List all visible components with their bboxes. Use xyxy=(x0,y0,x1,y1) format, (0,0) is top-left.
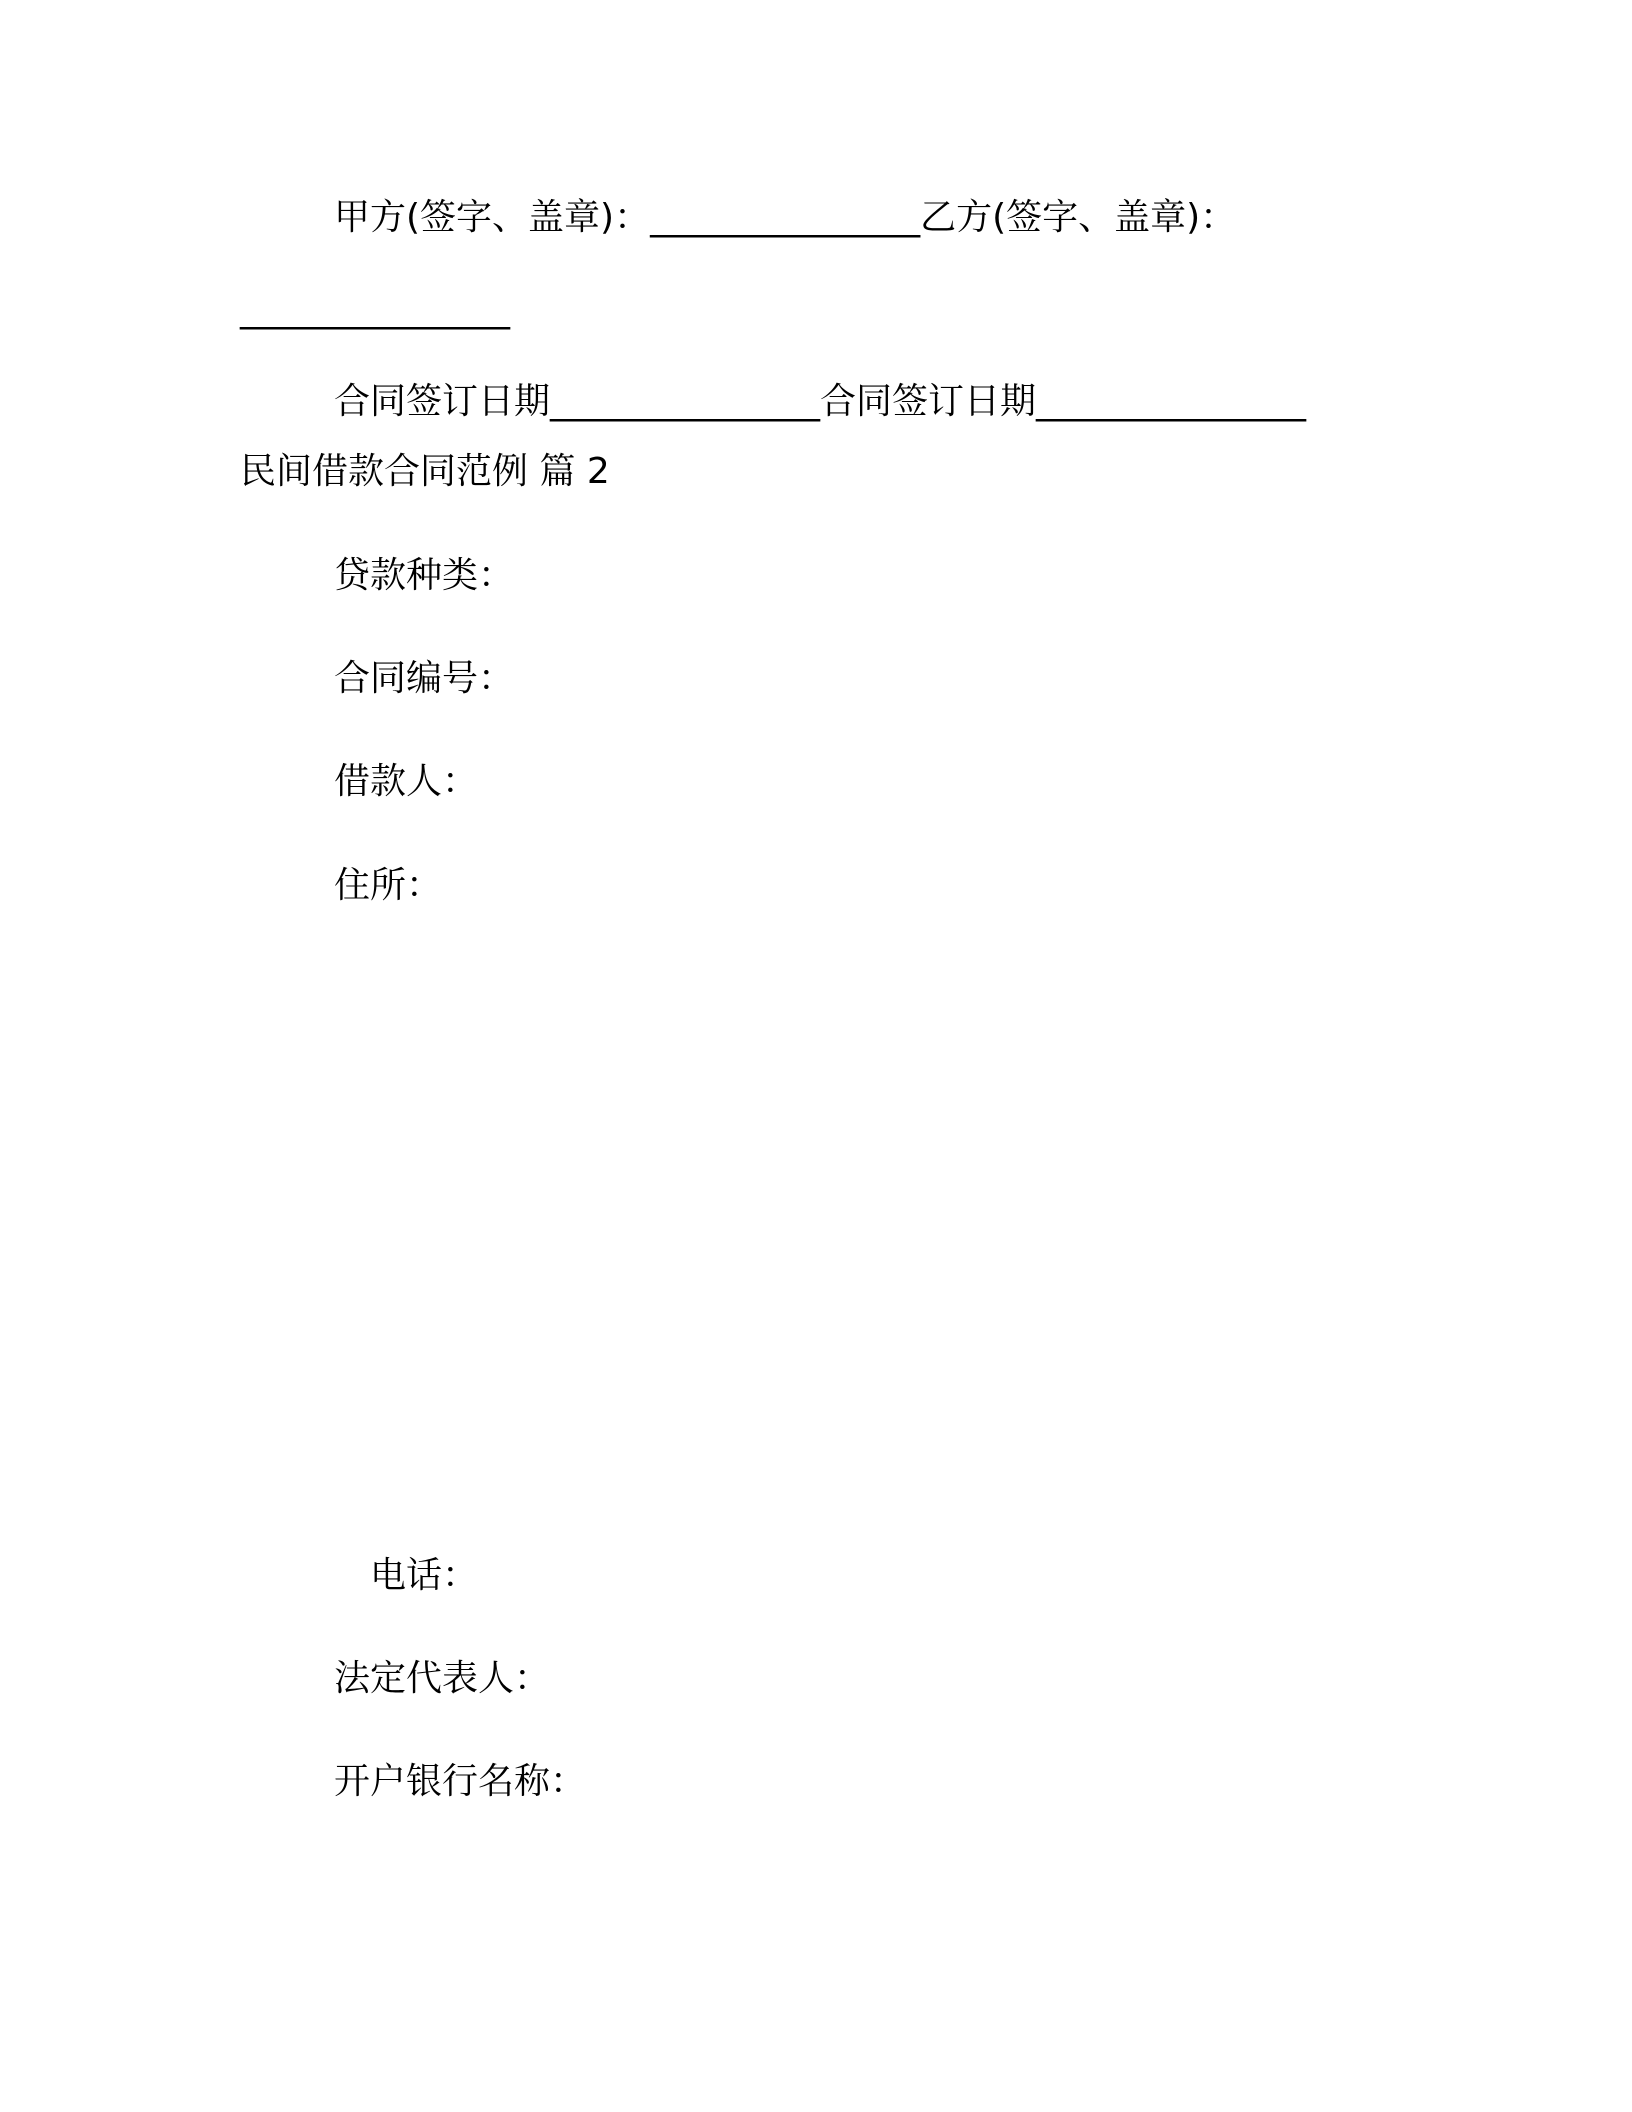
field-legal-rep: 法定代表人： xyxy=(334,1658,551,1699)
field-address: 住所： xyxy=(334,865,443,906)
sign-date-line: 合同签订日期_______________合同签订日期_______________ xyxy=(334,381,1307,422)
field-contract-no: 合同编号： xyxy=(334,658,515,699)
field-phone: 电话： xyxy=(370,1555,479,1596)
signature-line-continued: _______________ xyxy=(240,289,510,330)
field-borrower: 借款人： xyxy=(334,761,479,802)
field-bank-name: 开户银行名称： xyxy=(334,1761,587,1802)
signature-line-parties: 甲方(签字、盖章)：_______________乙方(签字、盖章)： xyxy=(334,197,1237,238)
field-loan-type: 贷款种类： xyxy=(334,555,515,596)
section-title: 民间借款合同范例 篇 2 xyxy=(240,451,610,492)
